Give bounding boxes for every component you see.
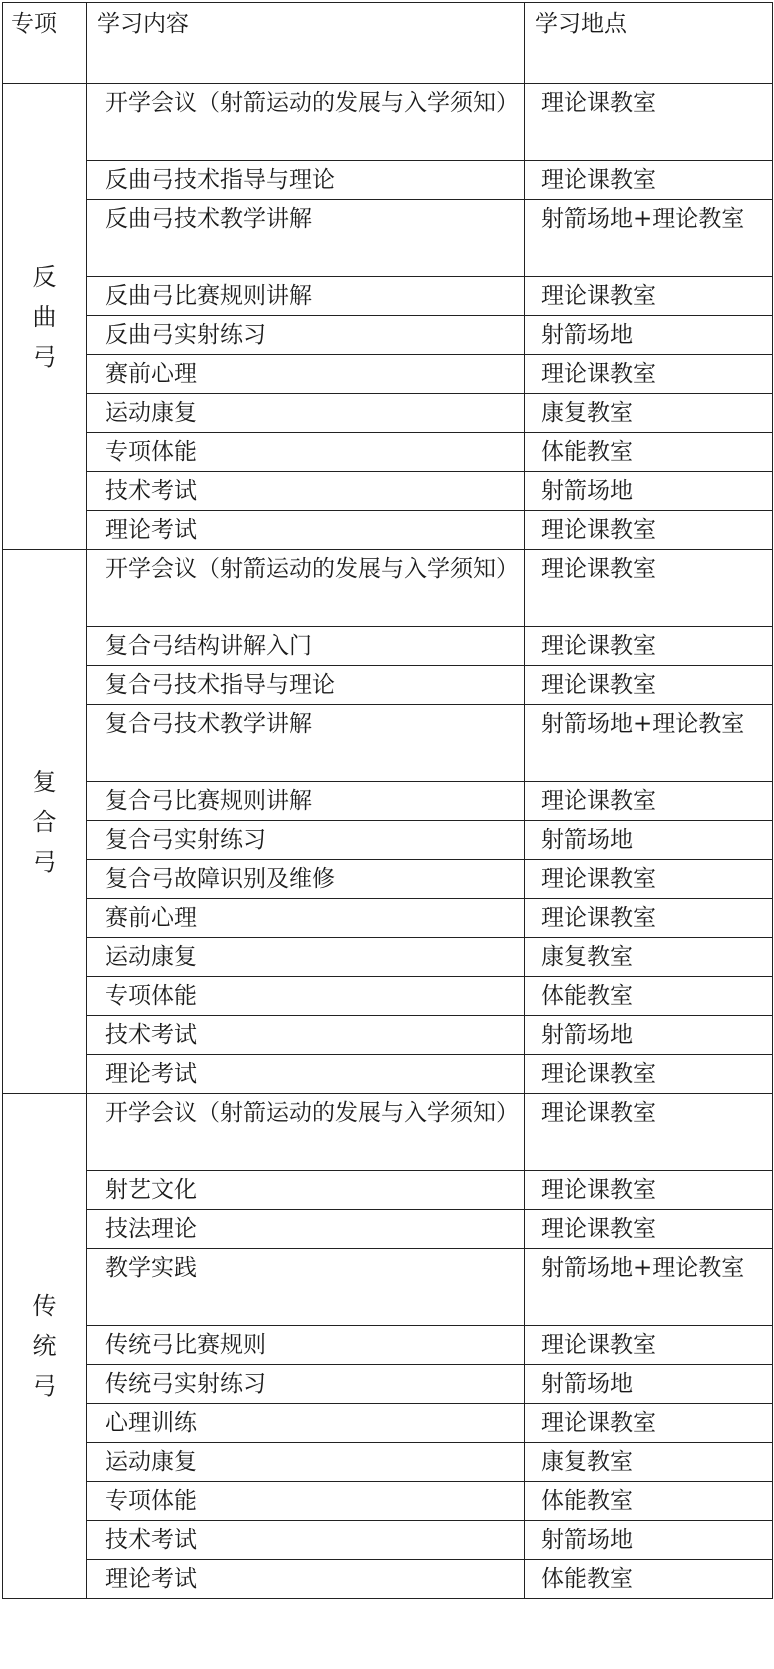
content-cell: 运动康复 bbox=[87, 938, 525, 977]
content-cell: 开学会议（射箭运动的发展与入学须知） bbox=[87, 1094, 525, 1171]
table-row bbox=[3, 1482, 773, 1521]
table-row bbox=[3, 1560, 773, 1599]
table-row bbox=[3, 1055, 773, 1094]
location-cell: 射箭场地+理论教室 bbox=[525, 705, 773, 782]
location-cell: 射箭场地 bbox=[525, 1016, 773, 1055]
course-schedule-table bbox=[2, 2, 773, 1599]
table-row bbox=[3, 1249, 773, 1326]
content-cell: 传统弓比赛规则 bbox=[87, 1326, 525, 1365]
content-cell: 射艺文化 bbox=[87, 1171, 525, 1210]
category-cell: 复 合 弓 bbox=[3, 550, 87, 1094]
content-cell: 复合弓结构讲解入门 bbox=[87, 627, 525, 666]
content-cell: 反曲弓实射练习 bbox=[87, 316, 525, 355]
table-row bbox=[3, 511, 773, 550]
content-cell: 专项体能 bbox=[87, 977, 525, 1016]
location-cell: 理论课教室 bbox=[525, 1210, 773, 1249]
content-cell: 技术考试 bbox=[87, 1016, 525, 1055]
table-row bbox=[3, 627, 773, 666]
header-content: 学习内容 bbox=[87, 3, 525, 84]
table-row bbox=[3, 1404, 773, 1443]
location-cell: 理论课教室 bbox=[525, 550, 773, 627]
table-row bbox=[3, 1094, 773, 1171]
table-row bbox=[3, 821, 773, 860]
location-cell: 射箭场地 bbox=[525, 1365, 773, 1404]
location-cell: 射箭场地+理论教室 bbox=[525, 1249, 773, 1326]
table-row bbox=[3, 161, 773, 200]
content-cell: 专项体能 bbox=[87, 1482, 525, 1521]
location-cell: 理论课教室 bbox=[525, 355, 773, 394]
content-cell: 运动康复 bbox=[87, 394, 525, 433]
location-cell: 理论课教室 bbox=[525, 511, 773, 550]
content-cell: 专项体能 bbox=[87, 433, 525, 472]
location-cell: 理论课教室 bbox=[525, 84, 773, 161]
location-cell: 理论课教室 bbox=[525, 277, 773, 316]
location-cell: 射箭场地 bbox=[525, 472, 773, 511]
table-header-row bbox=[3, 3, 773, 84]
content-cell: 反曲弓技术指导与理论 bbox=[87, 161, 525, 200]
table-row bbox=[3, 782, 773, 821]
location-cell: 理论课教室 bbox=[525, 782, 773, 821]
content-cell: 理论考试 bbox=[87, 511, 525, 550]
location-cell: 理论课教室 bbox=[525, 1326, 773, 1365]
content-cell: 技术考试 bbox=[87, 1521, 525, 1560]
location-cell: 理论课教室 bbox=[525, 899, 773, 938]
content-cell: 心理训练 bbox=[87, 1404, 525, 1443]
table-row bbox=[3, 394, 773, 433]
content-cell: 复合弓比赛规则讲解 bbox=[87, 782, 525, 821]
location-cell: 体能教室 bbox=[525, 977, 773, 1016]
content-cell: 理论考试 bbox=[87, 1055, 525, 1094]
location-cell: 射箭场地 bbox=[525, 1521, 773, 1560]
table-row bbox=[3, 472, 773, 511]
category-cell: 传 统 弓 bbox=[3, 1094, 87, 1599]
content-cell: 复合弓技术指导与理论 bbox=[87, 666, 525, 705]
table-row bbox=[3, 355, 773, 394]
table-row bbox=[3, 1326, 773, 1365]
table-row bbox=[3, 1016, 773, 1055]
table-row bbox=[3, 666, 773, 705]
category-cell: 反 曲 弓 bbox=[3, 84, 87, 550]
content-cell: 技法理论 bbox=[87, 1210, 525, 1249]
table-row bbox=[3, 1171, 773, 1210]
content-cell: 复合弓实射练习 bbox=[87, 821, 525, 860]
content-cell: 反曲弓技术教学讲解 bbox=[87, 200, 525, 277]
table-row bbox=[3, 899, 773, 938]
content-cell: 教学实践 bbox=[87, 1249, 525, 1326]
location-cell: 射箭场地+理论教室 bbox=[525, 200, 773, 277]
content-cell: 复合弓技术教学讲解 bbox=[87, 705, 525, 782]
location-cell: 射箭场地 bbox=[525, 316, 773, 355]
content-cell: 反曲弓比赛规则讲解 bbox=[87, 277, 525, 316]
content-cell: 技术考试 bbox=[87, 472, 525, 511]
table-row bbox=[3, 1521, 773, 1560]
table-body bbox=[3, 84, 773, 1599]
table-row bbox=[3, 200, 773, 277]
location-cell: 理论课教室 bbox=[525, 1404, 773, 1443]
location-cell: 理论课教室 bbox=[525, 1094, 773, 1171]
location-cell: 理论课教室 bbox=[525, 1055, 773, 1094]
table-row bbox=[3, 1443, 773, 1482]
table-row bbox=[3, 938, 773, 977]
header-category: 专项 bbox=[3, 3, 87, 84]
location-cell: 体能教室 bbox=[525, 433, 773, 472]
table-row bbox=[3, 550, 773, 627]
table-row bbox=[3, 433, 773, 472]
location-cell: 理论课教室 bbox=[525, 1171, 773, 1210]
content-cell: 传统弓实射练习 bbox=[87, 1365, 525, 1404]
location-cell: 射箭场地 bbox=[525, 821, 773, 860]
location-cell: 体能教室 bbox=[525, 1560, 773, 1599]
table-row bbox=[3, 84, 773, 161]
content-cell: 赛前心理 bbox=[87, 355, 525, 394]
location-cell: 康复教室 bbox=[525, 938, 773, 977]
location-cell: 体能教室 bbox=[525, 1482, 773, 1521]
content-cell: 开学会议（射箭运动的发展与入学须知） bbox=[87, 550, 525, 627]
table-row bbox=[3, 860, 773, 899]
content-cell: 运动康复 bbox=[87, 1443, 525, 1482]
content-cell: 理论考试 bbox=[87, 1560, 525, 1599]
location-cell: 理论课教室 bbox=[525, 161, 773, 200]
location-cell: 康复教室 bbox=[525, 394, 773, 433]
location-cell: 理论课教室 bbox=[525, 666, 773, 705]
table-row bbox=[3, 705, 773, 782]
content-cell: 赛前心理 bbox=[87, 899, 525, 938]
location-cell: 理论课教室 bbox=[525, 627, 773, 666]
table-row bbox=[3, 1365, 773, 1404]
table-row bbox=[3, 1210, 773, 1249]
table-row bbox=[3, 977, 773, 1016]
location-cell: 理论课教室 bbox=[525, 860, 773, 899]
location-cell: 康复教室 bbox=[525, 1443, 773, 1482]
content-cell: 开学会议（射箭运动的发展与入学须知） bbox=[87, 84, 525, 161]
table-row bbox=[3, 277, 773, 316]
table-row bbox=[3, 316, 773, 355]
header-location: 学习地点 bbox=[525, 3, 773, 84]
content-cell: 复合弓故障识别及维修 bbox=[87, 860, 525, 899]
